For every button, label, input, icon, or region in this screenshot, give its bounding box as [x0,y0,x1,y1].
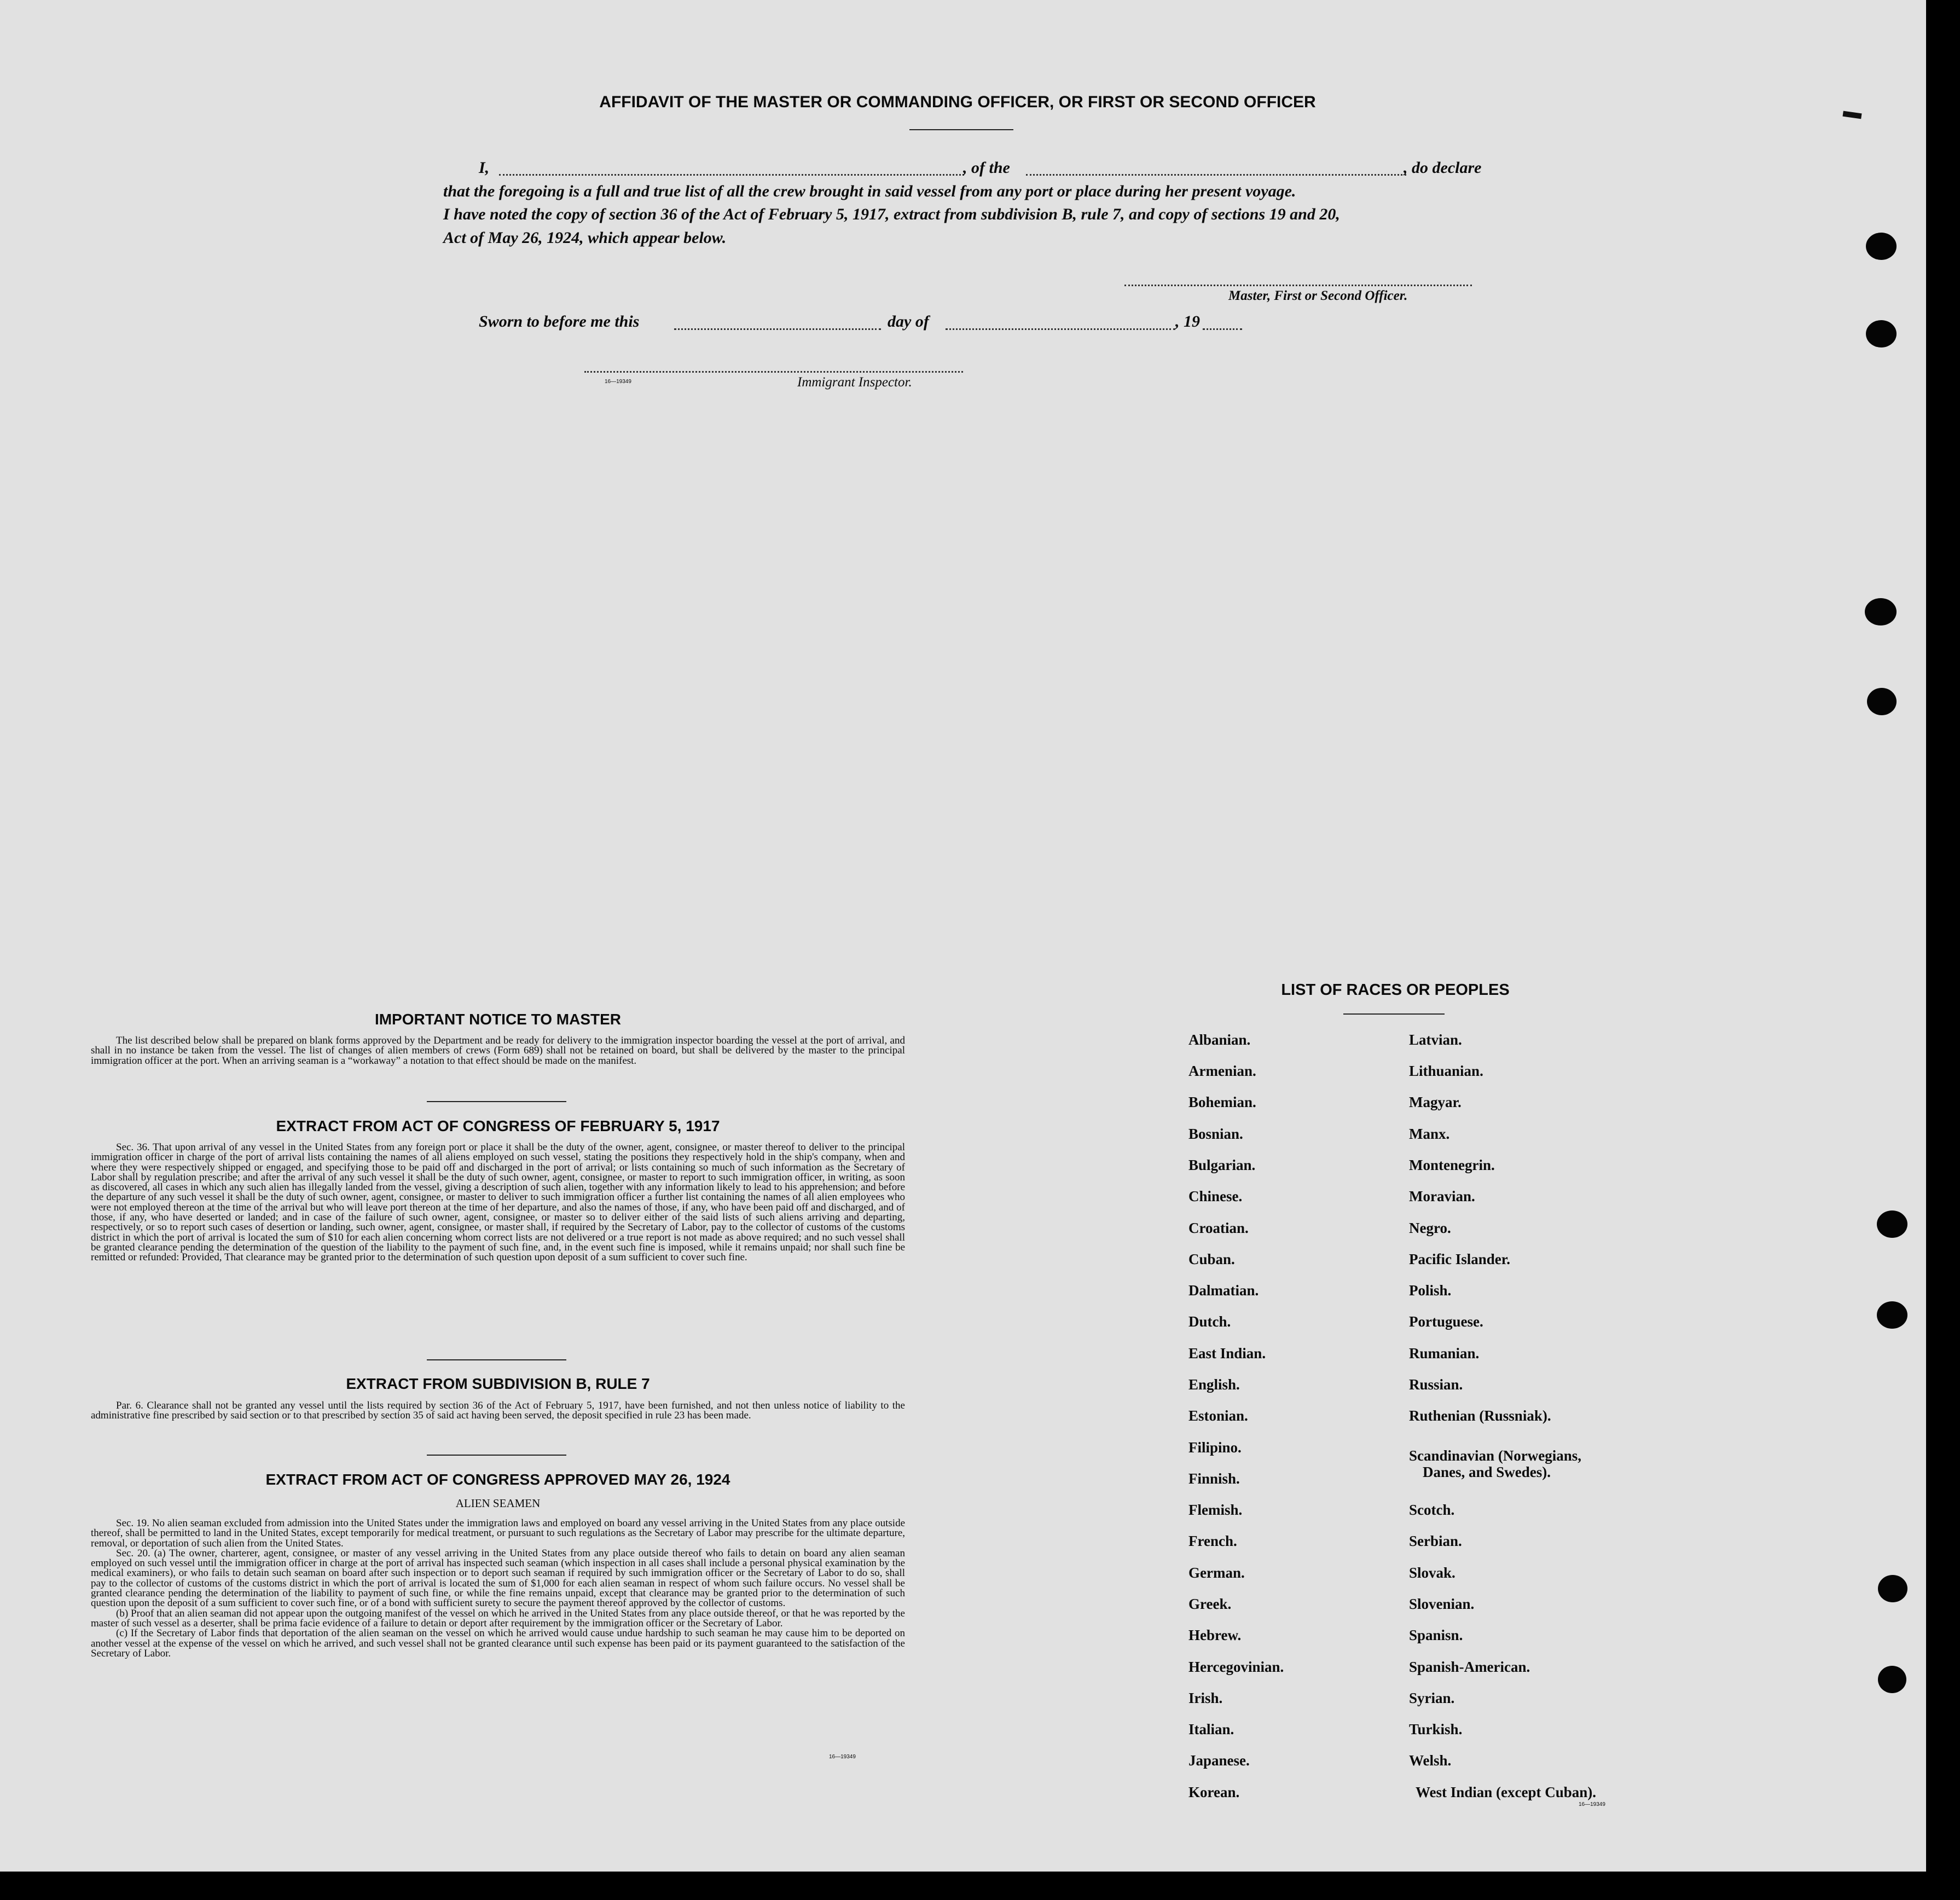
form-number-bottom: 16—19349 [829,1754,856,1760]
signature-line [1124,285,1472,286]
affidavit-line3: I have noted the copy of section 36 of the Act of February 5, 1917, extract from subdivision B, rule 7, and copy of sections 19 and 20, [443,205,1340,223]
section-divider [427,1455,566,1456]
extract-rule7-text [91,1401,905,1421]
section-36-paragraph: Sec. 36. That upon arrival of any vessel in the United States from any foreign port or place it shall be the duty of the owner, agent, consignee, or master thereof to deliver to the principal immigration officer in charge of the port of arrival lists containing the names of all aliens employed on such vessel, stating the positions they respectively hold in the ship's company, when and where they were respectively shipped or engaged, and specifying those to be paid off and discharged in the port of arrival; or lists containing so much of such information as the Secretary of Labor shall by regulation prescribe; and after the arrival of any such vessel it shall be the duty of such owner, agent, consignee, or master to report to such immigration officer, in writing, as soon as discovered, all cases in which any such alien has illegally landed from the vessel, giving a description of such alien, together with any information likely to lead to his apprehension; and before the departure of any such vessel it shall be the duty of such owner, agent, consignee, or master to deliver to such immigration officer a further list containing the names of all alien employees who were not employed thereon at the time of the arrival but who will leave port thereon at the time of her departure, and also the names of those, if any, who have been paid off and discharged, and of those, if any, who have deserted or landed; and in case of the failure of such owner, agent, consignee, or master so to deliver either of the said lists of such aliens arriving and departing, respectively, or so to report such cases of desertion or landing, such owner, agent, consignee, or master shall, if required by the Secretary of Labor, pay to the collector of customs of the customs district in which the port of arrival is located the sum of $10 for each alien concerning whom correct lists are not delivered or a true report is not made as above required; and no such vessel shall be granted clearance pending the determination of the question of the liability to the payment of such fine, and, in the event such fine is imposed, while it remains unpaid; nor shall such fine be remitted or refunded: Provided, That clearance may be granted prior to the determination of such question upon deposit of a sum sufficient to cover such fine. [91,1142,905,1264]
sec-20c-paragraph: (c) If the Secretary of Labor finds that deportation of the alien seaman on the vessel on which he arrived would cause undue hardship to such seaman he may cause him to be deported on another vessel at the expense of the vessel on which he arrived, and such vessel shall not be granted clearance until such expense has been paid or its payment guaranteed to the satisfaction of the Secretary of Labor. [91,1627,905,1659]
race-item: Estonian. [1188,1407,1248,1424]
races-underline [1343,1013,1445,1015]
race-item: Armenian. [1188,1063,1256,1079]
year-prefix: , 19 [1175,312,1200,331]
sworn-month-blank [946,328,1175,330]
par-6-paragraph: Par. 6. Clearance shall not be granted any vessel until the lists required by section 36 of the Act of February 5, 1917, have been furnished, and not then unless notice of liability to the administrative fine prescribed by said section or to that prescribed by section 35 of said act having been served, the deposit specified in rule 23 has been made. [91,1400,905,1422]
race-item: Scotch. [1409,1502,1455,1518]
inspector-label: Immigrant Inspector. [797,375,912,390]
race-item: French. [1188,1533,1237,1549]
form-number-top: 16—19349 [605,379,631,385]
races-right-column [1409,1032,1661,1814]
race-item: Magyar. [1409,1094,1462,1110]
race-item: English. [1188,1376,1240,1393]
race-item: Turkish. [1409,1721,1463,1737]
race-item: Portuguese. [1409,1313,1483,1330]
race-item: Irish. [1188,1690,1223,1706]
year-blank [1203,328,1242,330]
affidavit-line2: that the foregoing is a full and true list of all the crew brought in said vessel from any port or place during her present voyage. [443,182,1296,200]
race-item: Dutch. [1188,1313,1231,1330]
sworn-day-blank [674,328,881,330]
race-item: Albanian. [1188,1032,1251,1048]
affidavit-line4: Act of May 26, 1924, which appear below. [443,229,727,247]
race-item: Croatian. [1188,1220,1249,1236]
sec-20a-paragraph: Sec. 20. (a) The owner, charterer, agent, consignee, or master of any vessel arriving in the United States from any place outside thereof who fails to detain on board any alien seaman employed on such vessel until the immigration officer in charge at the port of arrival has inspected such seaman (which inspection in all cases shall include a personal physical examination by the medical examiners), or who fails to detain such seaman on board after such inspection or to deport such seaman if required by such immigration officer or the Secretary of Labor to do so, shall pay to the collector of customs of the customs district in which the port of arrival is located the sum of $1,000 for each alien seaman in respect of whom such failure occurs. No vessel shall be granted clearance pending the determination of the liability to payment of such fine, or while the fine remains unpaid, except that clearance may be granted prior to the determination of such question upon the deposit of a sum sufficient to cover such fine, or of a bond with sufficient surety to secure the payment thereof approved by the collector of customs. [91,1547,905,1609]
punch-hole [1878,1575,1907,1602]
race-item: Italian. [1188,1721,1234,1737]
race-item: Polish. [1409,1282,1452,1299]
sec-19-paragraph: Sec. 19. No alien seaman excluded from admission into the United States under the immigration laws and employed on board any vessel arriving in the United States from any place outside thereof, shall be permitted to land in the United States, except temporarily for medical treatment, or pursuant to such regulations as the Secretary of Labor may prescribe for the ultimate departure, removal, or deportation of such alien from the United States. [91,1517,905,1549]
race-item: Latvian. [1409,1032,1462,1048]
race-item: Japanese. [1188,1752,1250,1769]
affidavit-of-the: , of the [963,159,1010,177]
race-item: Finnish. [1188,1470,1240,1487]
day-of-text: day of [888,312,929,331]
inspector-signature-line [584,371,963,373]
punch-hole [1867,688,1897,715]
punch-hole [1866,233,1897,260]
punch-hole [1877,1301,1907,1329]
race-item: Syrian. [1409,1690,1455,1706]
name-blank [499,174,964,176]
race-item: Welsh. [1409,1752,1452,1769]
punch-hole [1866,320,1897,347]
race-item: Manx. [1409,1126,1450,1142]
form-number-races: 16—19349 [1579,1801,1605,1808]
race-item: Slovak. [1409,1565,1455,1581]
race-item: Scandinavian (Norwegians, [1409,1447,1582,1464]
ink-mark [1842,111,1862,119]
race-item: Bosnian. [1188,1126,1243,1142]
race-item: Moravian. [1409,1188,1475,1204]
race-item: Bulgarian. [1188,1157,1256,1173]
signature-label: Master, First or Second Officer. [1228,288,1408,303]
race-item: Lithuanian. [1409,1063,1483,1079]
race-item: Serbian. [1409,1533,1462,1549]
punch-hole [1878,1666,1906,1693]
races-left-column [1188,1032,1396,1814]
race-item: Rumanian. [1409,1345,1480,1362]
race-item: Slovenian. [1409,1596,1475,1612]
race-item: Greek. [1188,1596,1232,1612]
notice-paragraph: The list described below shall be prepared on blank forms approved by the Department and be ready for delivery to the immigration inspector boarding the vessel at the port of arrival, and shall in no instance be taken from the vessel. The list of changes of alien members of crews (Form 689) shall not be retained on board, but shall be delivered by the master to the principal immigration officer at the port. When an arriving seaman is a “workaway” a notation to that effect should be made on the manifest. [91,1035,905,1067]
race-item: Hercegovinian. [1188,1659,1284,1675]
race-item: Bohemian. [1188,1094,1256,1110]
race-item: Ruthenian (Russniak). [1409,1407,1551,1424]
extract-1924-text [91,1519,905,1659]
race-item: Negro. [1409,1220,1451,1236]
race-item: Chinese. [1188,1188,1243,1204]
extract-1917-title: EXTRACT FROM ACT OF CONGRESS OF FEBRUARY 5, 1917 [276,1117,720,1134]
race-item: Hebrew. [1188,1627,1242,1643]
affidavit-i: I, [479,159,490,177]
race-item: Flemish. [1188,1502,1243,1518]
races-title: LIST OF RACES OR PEOPLES [1281,981,1510,999]
race-item: Korean. [1188,1784,1240,1800]
affidavit-declare: , do declare [1404,159,1482,177]
race-item: Filipino. [1188,1439,1242,1456]
vessel-blank [1026,174,1406,176]
extract-1917-text [91,1143,905,1263]
race-item: East Indian. [1188,1345,1266,1362]
section-divider [427,1359,566,1360]
notice-title: IMPORTANT NOTICE TO MASTER [374,1011,622,1028]
affidavit-title: AFFIDAVIT OF THE MASTER OR COMMANDING OFFICER, OR FIRST OR SECOND OFFICER [599,93,1316,111]
race-item: Danes, and Swedes). [1423,1464,1551,1480]
race-item: German. [1188,1565,1245,1581]
race-item: Spanish-American. [1409,1659,1530,1675]
race-item: Spanisn. [1409,1627,1463,1643]
section-divider [427,1101,566,1102]
extract-1924-title: EXTRACT FROM ACT OF CONGRESS APPROVED MAY 26, 1924 [265,1471,730,1488]
alien-seamen-subtitle: ALIEN SEAMEN [455,1497,541,1510]
race-item: Montenegrin. [1409,1157,1495,1173]
sworn-text: Sworn to before me this [479,312,640,331]
title-underline [909,129,1013,130]
race-item: Cuban. [1188,1251,1235,1267]
race-item: Russian. [1409,1376,1463,1393]
punch-hole [1865,598,1897,625]
race-item: West Indian (except Cuban). [1416,1784,1597,1800]
punch-hole [1877,1210,1907,1238]
extract-rule7-title: EXTRACT FROM SUBDIVISION B, RULE 7 [346,1375,650,1392]
race-item: Dalmatian. [1188,1282,1259,1299]
notice-text [91,1036,905,1066]
sec-20b-paragraph: (b) Proof that an alien seaman did not appear upon the outgoing manifest of the vessel on which he arrived in the United States from any place outside thereof, or that he was reported by the master of such vessel as a deserter, shall be prima facie evidence of a failure to detain or deport after requirement by the immigration officer or the Secretary of Labor. [91,1607,905,1629]
race-item: Pacific Islander. [1409,1251,1510,1267]
